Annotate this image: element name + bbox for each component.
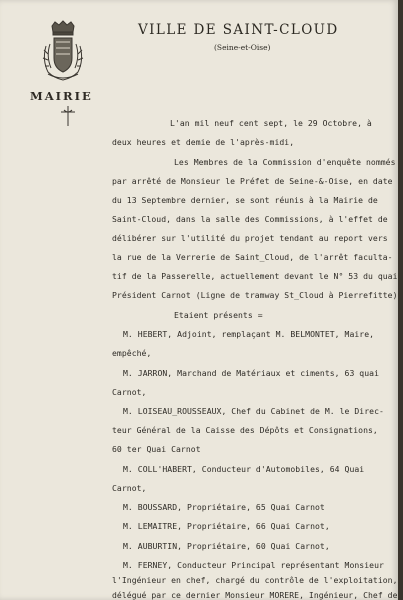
text-line: L'an mil neuf cent sept, le 29 Octobre, à bbox=[170, 118, 372, 128]
text-line: Les Membres de la Commission d'enquête nommés bbox=[174, 157, 396, 167]
text-line: M. FERNEY, Conducteur Principal représentant Monsieur bbox=[123, 560, 384, 570]
text-line: la rue de la Verrerie de Saint_Cloud, de l'arrêt facultа- bbox=[112, 252, 393, 262]
text-line: M. COLL'HABERT, Conducteur d'Automobiles, 64 Quai bbox=[123, 464, 365, 474]
text-line: M. JARRON, Marchand de Matériaux et ciments, 63 quai bbox=[123, 368, 379, 378]
city-title: VILLE DE SAINT-CLOUD bbox=[138, 22, 339, 38]
text-line: Etaient présents = bbox=[174, 310, 263, 320]
text-line: l'Ingénieur en chef, chargé du contrôle de l'exploitation, bbox=[112, 575, 398, 585]
dagger-ornament-icon bbox=[58, 104, 78, 128]
text-line: empêché, bbox=[112, 348, 152, 358]
department-subtitle: (Seine-et-Oise) bbox=[214, 43, 271, 52]
text-line: M. AUBURTIN, Propriétaire, 60 Quai Carnot, bbox=[123, 541, 330, 551]
text-line: teur Général de la Caisse des Dépôts et Consignations, bbox=[112, 425, 378, 435]
mairie-label: MAIRIE bbox=[30, 89, 93, 103]
text-line: Président Carnot (Ligne de tramway St_Cloud à Pierrefitte) bbox=[112, 290, 398, 300]
text-line: par arrêté de Monsieur le Préfet de Seine-&-Oise, en date bbox=[112, 176, 393, 186]
text-line: délégué par ce dernier Monsieur MORERE, Ingénieur, Chef de bbox=[112, 590, 398, 600]
text-line: Carnot, bbox=[112, 483, 147, 493]
text-line: tif de la Passerelle, actuellement devant le N° 53 du quai bbox=[112, 271, 398, 281]
text-line: M. LOISEAU_ROUSSEAUX, Chef du Cabinet de M. le Direc- bbox=[123, 406, 384, 416]
text-line: deux heures et demie de l'après-midi, bbox=[112, 137, 295, 147]
text-line: 60 ter Quai Carnot bbox=[112, 444, 201, 454]
text-line: M. BOUSSARD, Propriétaire, 65 Quai Carnot bbox=[123, 502, 325, 512]
text-line: Carnot, bbox=[112, 387, 147, 397]
text-line: du 13 Septembre dernier, se sont réunis à la Mairie de bbox=[112, 195, 378, 205]
text-line: Saint-Cloud, dans la salle des Commissions, à l'effet de bbox=[112, 214, 388, 224]
text-line: M. LEMAITRE, Propriétaire, 66 Quai Carnot, bbox=[123, 521, 330, 531]
text-line: délibérer sur l'utilité du projet tendant au report vers bbox=[112, 233, 388, 243]
city-coat-of-arms-icon bbox=[40, 20, 86, 82]
text-line: M. HEBERT, Adjoint, remplaçant M. BELMONTET, Maire, bbox=[123, 329, 375, 339]
